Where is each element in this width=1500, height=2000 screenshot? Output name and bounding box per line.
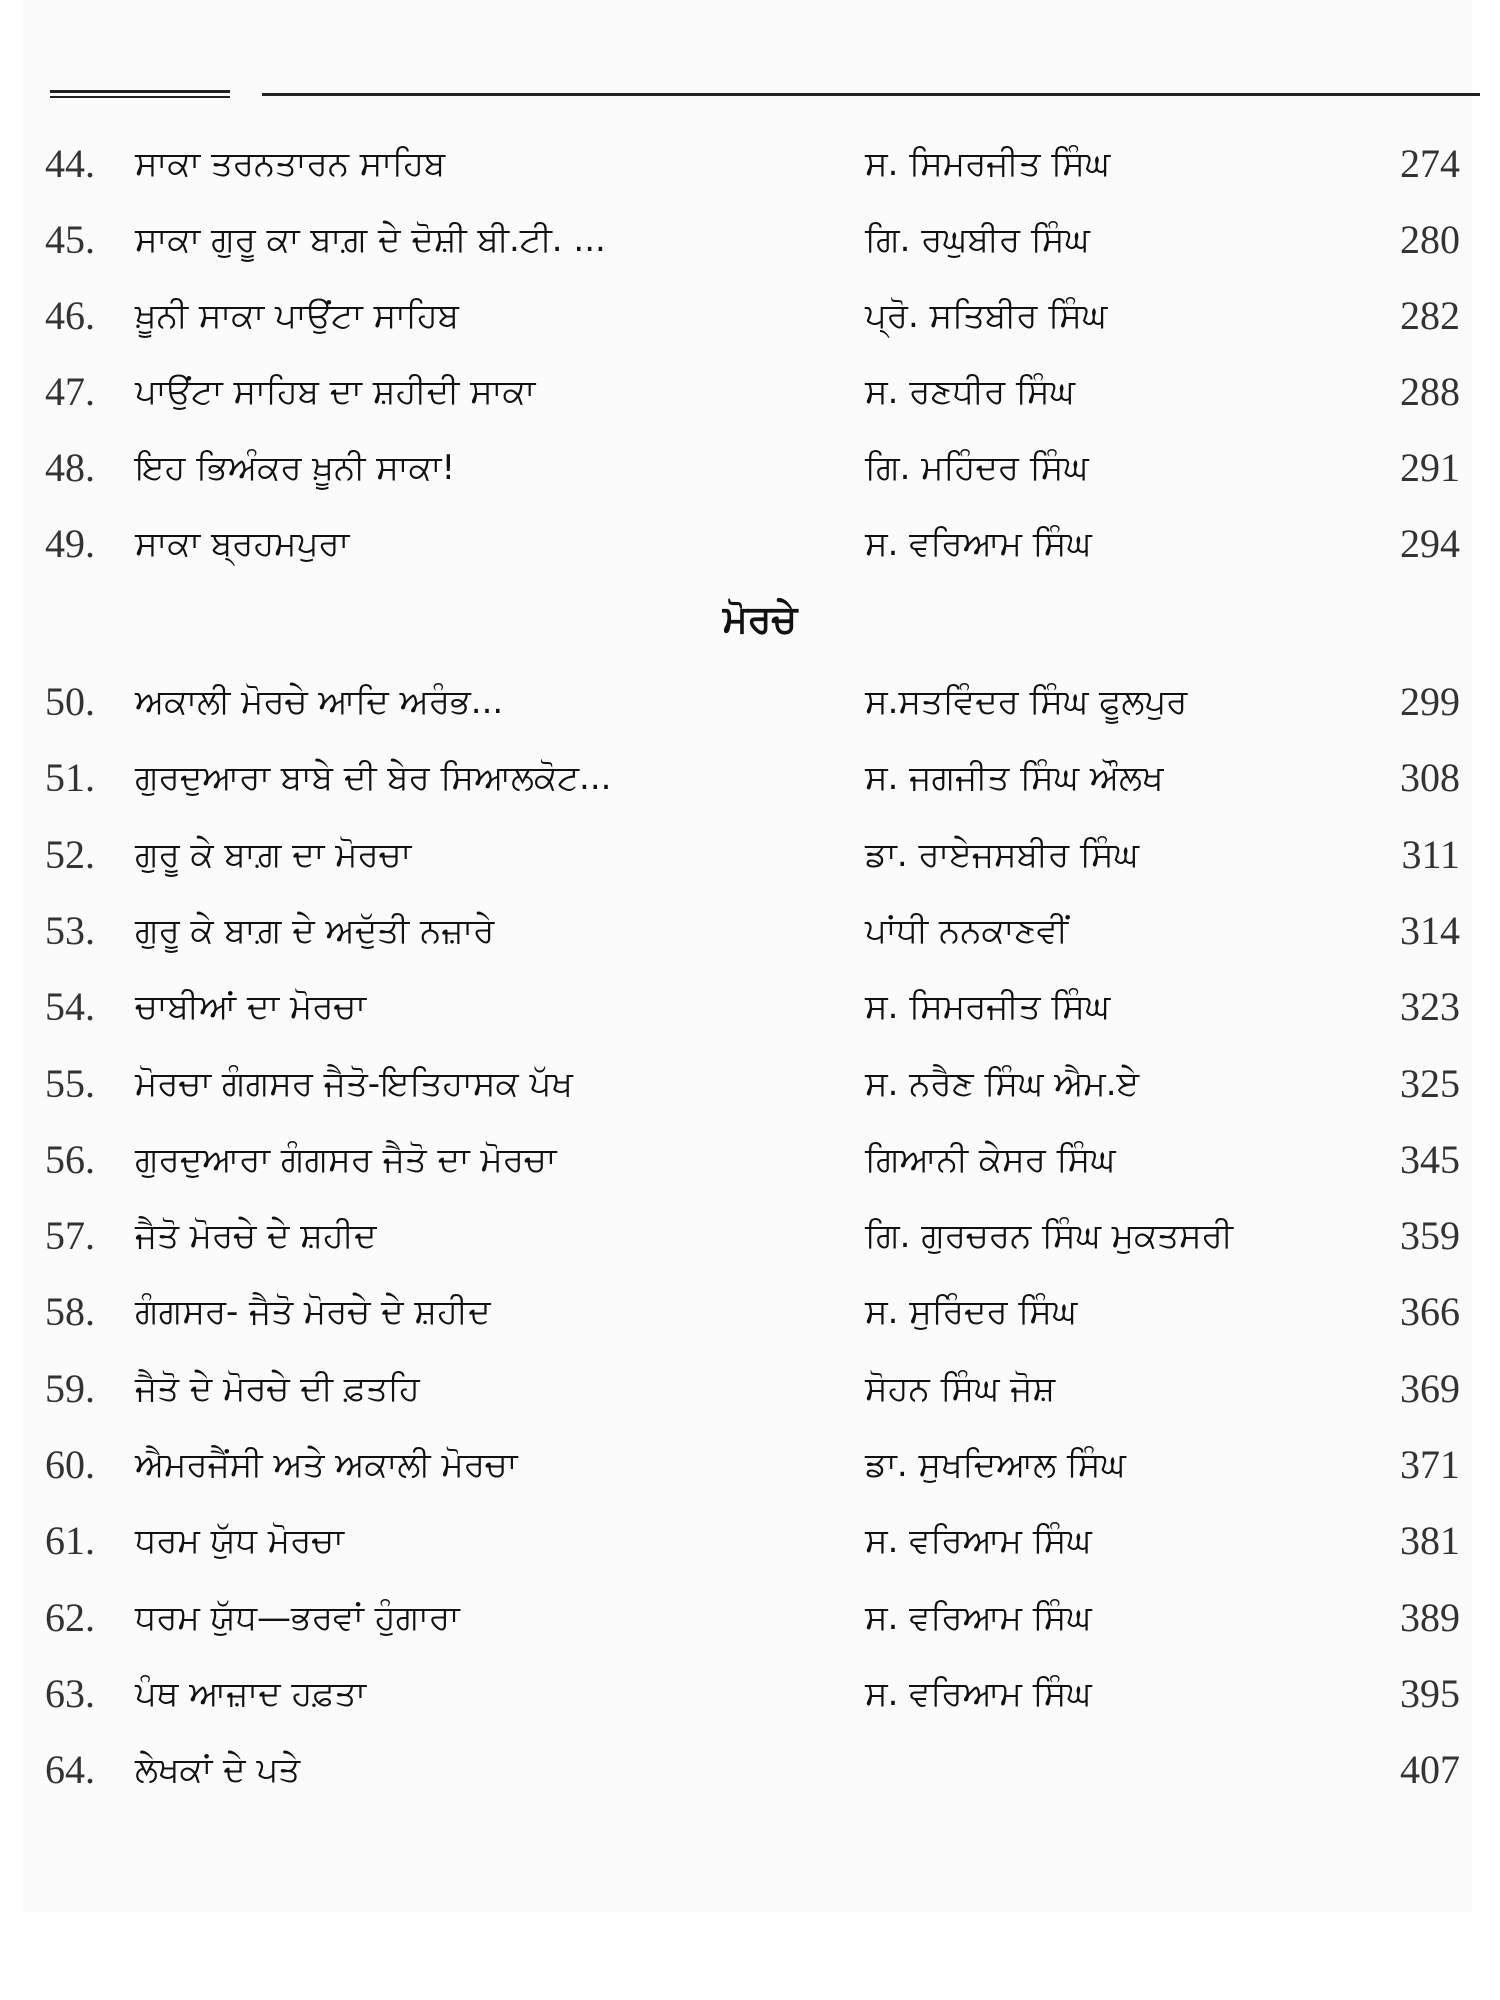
entry-author: ਸ. ਵਰਿਆਮ ਸਿੰਘ bbox=[865, 1521, 1092, 1562]
entry-page: 371 bbox=[1400, 1442, 1460, 1487]
entry-page: 323 bbox=[1400, 984, 1460, 1030]
toc-row bbox=[0, 672, 1500, 732]
entry-number: 44. bbox=[45, 141, 95, 186]
entry-title: ਗੰਗਸਰ- ਜੈਤੋ ਮੋਰਚੇ ਦੇ ਸ਼ਹੀਦ bbox=[135, 1292, 491, 1333]
entry-author: ਡਾ. ਰਾਏਜਸਬੀਰ ਸਿੰਘ bbox=[865, 834, 1139, 875]
toc-row bbox=[0, 1359, 1500, 1419]
entry-title: ਗੁਰਦੁਆਰਾ ਬਾਬੇ ਦੀ ਬੇਰ ਸਿਆਲਕੋਟ... bbox=[135, 758, 612, 799]
entry-page: 288 bbox=[1400, 369, 1460, 414]
entry-number: 55. bbox=[45, 1060, 95, 1106]
entry-author: ਗਿ. ਗੁਰਚਰਨ ਸਿੰਘ ਮੁਕਤਸਰੀ bbox=[865, 1216, 1233, 1257]
toc-row bbox=[0, 901, 1500, 961]
entry-number: 57. bbox=[45, 1213, 95, 1259]
entry-author: ਗਿਆਨੀ ਕੇਸਰ ਸਿੰਘ bbox=[865, 1139, 1116, 1180]
entry-author: ਡਾ. ਸੁਖਦਿਆਲ ਸਿੰਘ bbox=[865, 1445, 1126, 1485]
toc-row bbox=[0, 977, 1500, 1037]
entry-title: ਅਕਾਲੀ ਮੋਰਚੇ ਆਦਿ ਅਰੰਭ... bbox=[135, 682, 504, 722]
entry-page: 369 bbox=[1400, 1365, 1460, 1411]
entry-number: 61. bbox=[45, 1518, 95, 1564]
entry-author: ਗਿ. ਰਘੁਬੀਰ ਸਿੰਘ bbox=[865, 220, 1090, 260]
toc-row bbox=[0, 748, 1500, 808]
toc-row bbox=[0, 514, 1500, 574]
toc-row bbox=[0, 1664, 1500, 1724]
entry-author: ਸ. ਜਗਜੀਤ ਸਿੰਘ ਔਲਖ bbox=[865, 758, 1164, 799]
entry-page: 274 bbox=[1400, 141, 1460, 186]
section-heading: ਮੋਰਚੇ bbox=[722, 597, 798, 641]
entry-number: 62. bbox=[45, 1594, 95, 1640]
entry-number: 54. bbox=[45, 984, 95, 1030]
entry-author: ਪ੍ਰੋ. ਸਤਿਬੀਰ ਸਿੰਘ bbox=[865, 296, 1108, 336]
entry-page: 311 bbox=[1401, 831, 1460, 877]
entry-title: ਜੈਤੋ ਮੋਰਚੇ ਦੇ ਸ਼ਹੀਦ bbox=[135, 1216, 377, 1257]
header-rule-long bbox=[262, 93, 1480, 96]
entry-title: ਗੁਰਦੁਆਰਾ ਗੰਗਸਰ ਜੈਤੋ ਦਾ ਮੋਰਚਾ bbox=[135, 1139, 557, 1180]
toc-row bbox=[0, 1435, 1500, 1495]
header-rule-short bbox=[50, 90, 230, 98]
entry-title: ਇਹ ਭਿਅੰਕਰ ਖ਼ੂਨੀ ਸਾਕਾ! bbox=[135, 448, 456, 488]
entry-author: ਸ. ਵਰਿਆਮ ਸਿੰਘ bbox=[865, 524, 1092, 564]
toc-row bbox=[0, 134, 1500, 194]
toc-row bbox=[0, 438, 1500, 498]
toc-row bbox=[0, 1130, 1500, 1190]
entry-title: ਸਾਕਾ ਗੁਰੂ ਕਾ ਬਾਗ਼ ਦੇ ਦੋਸ਼ੀ ਬੀ.ਟੀ. ... bbox=[135, 220, 606, 260]
entry-title: ਗੁਰੂ ਕੇ ਬਾਗ਼ ਦੇ ਅਦੁੱਤੀ ਨਜ਼ਾਰੇ bbox=[135, 910, 495, 951]
entry-page: 389 bbox=[1400, 1594, 1460, 1640]
entry-page: 294 bbox=[1400, 521, 1460, 566]
toc-row bbox=[0, 1588, 1500, 1648]
entry-title: ਸਾਕਾ ਬ੍ਰਹਮਪੁਰਾ bbox=[135, 524, 350, 564]
entry-author: ਸ. ਰਣਧੀਰ ਸਿੰਘ bbox=[865, 372, 1075, 412]
entry-number: 50. bbox=[45, 679, 95, 724]
entry-title: ਚਾਬੀਆਂ ਦਾ ਮੋਰਚਾ bbox=[135, 987, 367, 1028]
entry-title: ਜੈਤੋ ਦੇ ਮੋਰਚੇ ਦੀ ਫ਼ਤਹਿ bbox=[135, 1368, 420, 1409]
entry-page: 308 bbox=[1400, 755, 1460, 801]
entry-author: ਸ. ਸੁਰਿੰਦਰ ਸਿੰਘ bbox=[865, 1292, 1078, 1333]
entry-page: 291 bbox=[1400, 445, 1460, 490]
entry-number: 59. bbox=[45, 1365, 95, 1411]
entry-page: 280 bbox=[1400, 217, 1460, 262]
entry-title: ਐਮਰਜੈਂਸੀ ਅਤੇ ਅਕਾਲੀ ਮੋਰਚਾ bbox=[135, 1445, 518, 1485]
entry-author: ਗਿ. ਮਹਿੰਦਰ ਸਿੰਘ bbox=[865, 448, 1089, 488]
entry-number: 49. bbox=[45, 521, 95, 566]
entry-page: 359 bbox=[1400, 1213, 1460, 1259]
entry-number: 53. bbox=[45, 907, 95, 953]
entry-page: 314 bbox=[1400, 907, 1460, 953]
entry-number: 46. bbox=[45, 293, 95, 338]
entry-number: 63. bbox=[45, 1670, 95, 1716]
toc-row bbox=[0, 1282, 1500, 1342]
entry-author: ਸੋਹਨ ਸਿੰਘ ਜੋਸ਼ bbox=[865, 1368, 1056, 1409]
entry-number: 51. bbox=[45, 755, 95, 801]
entry-author: ਸ. ਸਿਮਰਜੀਤ ਸਿੰਘ bbox=[865, 144, 1111, 184]
toc-row bbox=[0, 1740, 1500, 1800]
entry-title: ਧਰਮ ਯੁੱਧ—ਭਰਵਾਂ ਹੁੰਗਾਰਾ bbox=[135, 1597, 460, 1638]
entry-page: 381 bbox=[1400, 1518, 1460, 1564]
entry-number: 45. bbox=[45, 217, 95, 262]
toc-row bbox=[0, 1054, 1500, 1114]
entry-page: 282 bbox=[1400, 293, 1460, 338]
entry-number: 58. bbox=[45, 1289, 95, 1335]
entry-title: ਮੋਰਚਾ ਗੰਗਸਰ ਜੈਤੋ-ਇਤਿਹਾਸਕ ਪੱਖ bbox=[135, 1063, 573, 1104]
toc-row bbox=[0, 210, 1500, 270]
entry-number: 60. bbox=[45, 1442, 95, 1487]
toc-row bbox=[0, 1511, 1500, 1571]
entry-number: 52. bbox=[45, 831, 95, 877]
toc-row bbox=[0, 1206, 1500, 1266]
entry-title: ਸਾਕਾ ਤਰਨਤਾਰਨ ਸਾਹਿਬ bbox=[135, 144, 446, 184]
entry-title: ਲੇਖਕਾਂ ਦੇ ਪਤੇ bbox=[135, 1750, 301, 1791]
entry-title: ਪਾਉਂਟਾ ਸਾਹਿਬ ਦਾ ਸ਼ਹੀਦੀ ਸਾਕਾ bbox=[135, 372, 536, 412]
toc-row bbox=[0, 286, 1500, 346]
entry-number: 64. bbox=[45, 1747, 95, 1793]
entry-title: ਗੁਰੂ ਕੇ ਬਾਗ਼ ਦਾ ਮੋਰਚਾ bbox=[135, 834, 412, 875]
entry-page: 395 bbox=[1400, 1670, 1460, 1716]
entry-page: 345 bbox=[1400, 1136, 1460, 1182]
entry-number: 56. bbox=[45, 1136, 95, 1182]
toc-row bbox=[0, 362, 1500, 422]
entry-author: ਸ. ਵਰਿਆਮ ਸਿੰਘ bbox=[865, 1597, 1092, 1638]
entry-page: 366 bbox=[1400, 1289, 1460, 1335]
entry-page: 407 bbox=[1400, 1747, 1460, 1793]
entry-number: 47. bbox=[45, 369, 95, 414]
entry-title: ਧਰਮ ਯੁੱਧ ਮੋਰਚਾ bbox=[135, 1521, 344, 1562]
entry-author: ਸ. ਨਰੈਣ ਸਿੰਘ ਐਮ.ਏ bbox=[865, 1063, 1140, 1104]
entry-author: ਸ. ਵਰਿਆਮ ਸਿੰਘ bbox=[865, 1673, 1092, 1714]
toc-row bbox=[0, 825, 1500, 885]
entry-title: ਖ਼ੂਨੀ ਸਾਕਾ ਪਾਉਂਟਾ ਸਾਹਿਬ bbox=[135, 296, 459, 336]
entry-author: ਸ. ਸਿਮਰਜੀਤ ਸਿੰਘ bbox=[865, 987, 1111, 1028]
entry-number: 48. bbox=[45, 445, 95, 490]
entry-title: ਪੰਥ ਆਜ਼ਾਦ ਹਫ਼ਤਾ bbox=[135, 1673, 367, 1714]
entry-author: ਪਾਂਧੀ ਨਨਕਾਣਵੀਂ bbox=[865, 910, 1069, 951]
entry-page: 299 bbox=[1400, 679, 1460, 724]
entry-page: 325 bbox=[1400, 1060, 1460, 1106]
entry-author: ਸ.ਸਤਵਿੰਦਰ ਸਿੰਘ ਫੂਲਪੁਰ bbox=[865, 682, 1188, 722]
